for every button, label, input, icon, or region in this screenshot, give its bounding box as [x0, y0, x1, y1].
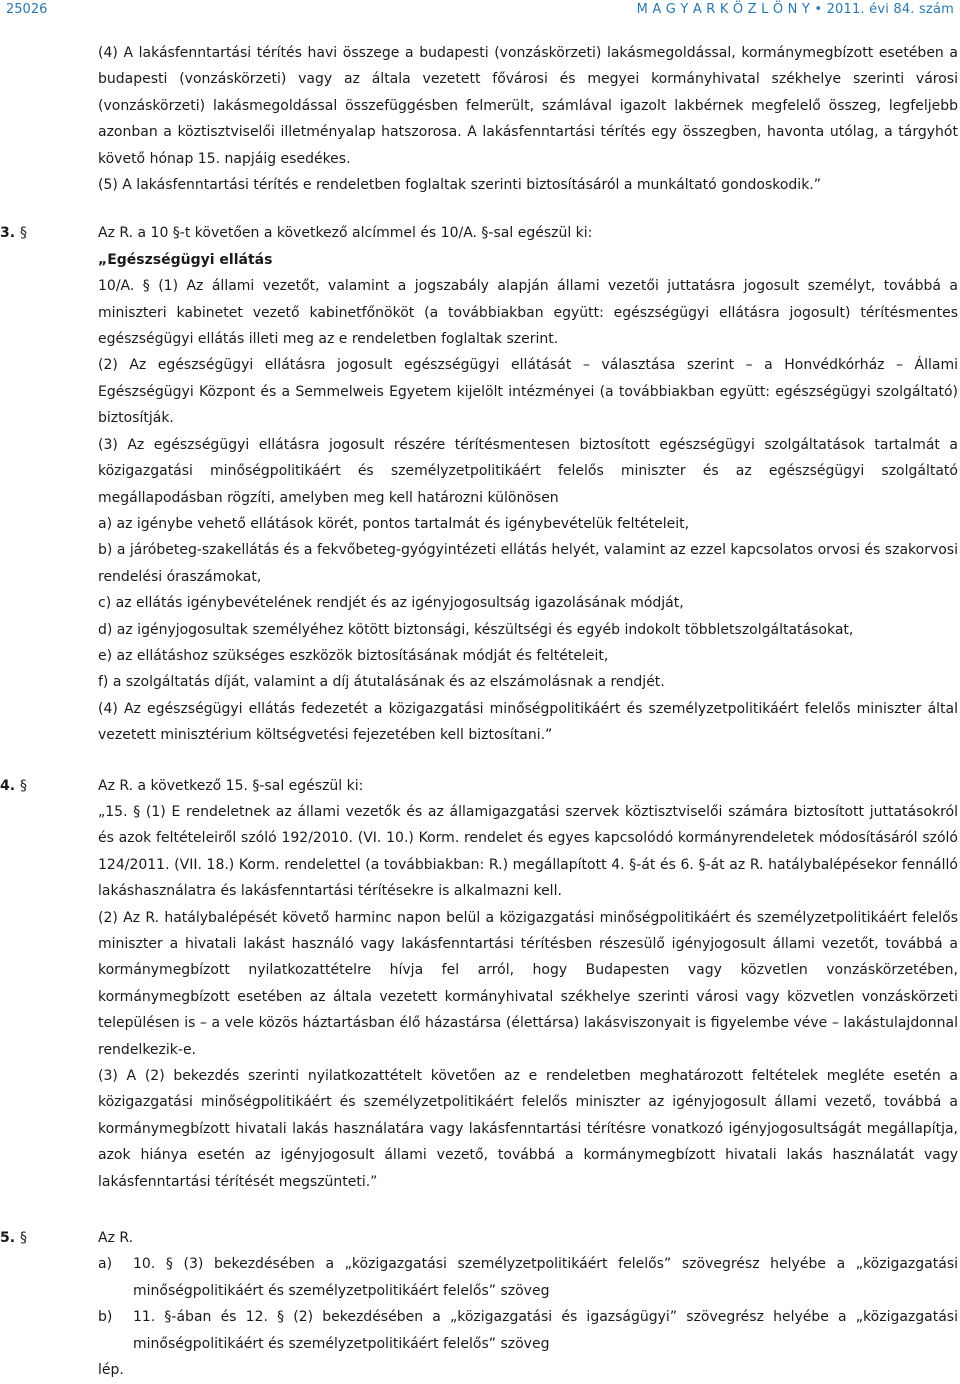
list-item: a) az igénybe vehető ellátások körét, pontos tartalmát és igénybevételük feltételeit, — [98, 515, 690, 532]
section-number: 5. — [0, 1230, 16, 1247]
list-item: d) az igényjogosultak személyéhez kötött biztonsági, készültségi és egyéb indokolt többletszolgáltatásokat, — [98, 621, 854, 638]
section-symbol: § — [20, 225, 27, 242]
list-item — [98, 1251, 958, 1304]
paragraph: 10/A. § (1) Az állami vezetőt, valamint a jogszabály alapján állami vezetői juttatásra jogosult személyt, továbbá a miniszteri kabinetet vezető kabinetfőnököt (a továbbiakban együtt: egészségügyi ellátásra jogosult) térítésmentes egészségügyi ellátás illeti meg az e rendeletben foglaltak szerint. — [98, 278, 958, 348]
item-label: b) — [98, 1309, 113, 1326]
paragraph: (2) Az R. hatálybalépését követő harminc napon belül a közigazgatási minőségpolitikáért és személyzetpolitikáért felelős miniszter a hivatali lakást használó vagy lakásfenntartási térítésben részesülő igényjogosult állami vezetőt, továbbá a kormánymegbízott nyilatkozattételre hívja fel arról, hogy Budapesten vagy közvetlen vonzáskörzetében, kormánymegbízott esetében az általa vezetett kormányhivatal székhelye szerinti városi vagy közvetlen vonzáskörzeti településen is – a vele közös háztartásban élő házastársa (élettársa) lakásviszonyait is figyelembe véve – lakástulajdonnal rendelkezik-e. — [98, 909, 958, 1058]
paragraph-5: (5) A lakásfenntartási térítés e rendeletben foglaltak szerinti biztosításáról a munkáltató gondoskodik.” — [98, 177, 822, 194]
subtitle: „Egészségügyi ellátás — [98, 251, 273, 268]
section-4 — [0, 773, 958, 1196]
list-item: c) az ellátás igénybevételének rendjét és az igényjogosultság igazolásának módját, — [98, 595, 684, 612]
item-text: 10. § (3) bekezdésében a „közigazgatási személyzetpolitikáért felelős” szövegrész helyébe a „közigazgatási minőségpolitikáért és személyzetpolitikáért felelős” szöveg — [133, 1256, 958, 1299]
list-item — [98, 1304, 958, 1357]
page-number: 25026 — [6, 2, 48, 17]
section-intro: Az R. a következő 15. §-sal egészül ki: — [98, 777, 364, 794]
item-text: 11. §-ában és 12. § (2) bekezdésében a „közigazgatási és igazságügyi” szövegrész helyébe a „közigazgatási minőségpolitikáért és személyzetpolitikáért felelős” szöveg — [133, 1309, 958, 1352]
section-number: 4. — [0, 777, 16, 794]
document-body — [0, 40, 958, 1384]
paragraph: „15. § (1) E rendeletnek az állami vezetők és az államigazgatási szervek köztisztviselői számára biztosított juttatásokról és azok feltételeiről szóló 192/2010. (VI. 10.) Korm. rendelet és egyes kapcsolódó kormányrendeletek módosításáról szóló 124/2011. (VII. 18.) Korm. rendelettel (a továbbiakban: R.) megállapított 4. §-át és 6. §-át az R. hatálybalépésekor fennálló lakáshasználatra és lakásfenntartási térítésekre is alkalmazni kell. — [98, 803, 958, 900]
list-item: f) a szolgáltatás díját, valamint a díj átutalásának és az elszámolásnak a rendjét. — [98, 674, 665, 691]
paragraph: (2) Az egészségügyi ellátásra jogosult egészségügyi ellátását – választása szerint – a Honvédkórház – Állami Egészségügyi Központ és a Semmelweis Egyetem kijelölt intézményei (a továbbiakban együtt: egészségügyi szolgáltató) biztosítják. — [98, 357, 958, 427]
closing-text: lép. — [98, 1362, 124, 1379]
section-intro: Az R. a 10 §-t követően a következő alcímmel és 10/A. §-sal egészül ki: — [98, 225, 593, 242]
item-label: a) — [98, 1256, 113, 1273]
page-header — [0, 0, 960, 22]
section-3 — [0, 220, 958, 748]
paragraph-4: (4) A lakásfenntartási térítés havi összege a budapesti (vonzáskörzeti) lakásmegoldással, kormánymegbízott esetében a budapesti (vonzáskörzeti) vagy az általa vezetett fővárosi és megyei kormányhivatal székhelye szerinti városi (vonzáskörzeti) lakásmegoldással összefüggésben felmerült, számlával igazolt lakbérnek megfelelő összeg, legfeljebb azonban a köztisztviselői illetményalap hatszorosa. A lakásfenntartási térítés egy összegben, havonta utólag, a tárgyhót követő hónap 15. napjáig esedékes. — [98, 45, 958, 167]
paragraph: (3) Az egészségügyi ellátásra jogosult részére térítésmentesen biztosított egészségügyi szolgáltatások tartalmát a közigazgatási minőségpolitikáért és személyzetpolitikáért felelős miniszter és az egészségügyi szolgáltató megállapodásban rögzíti, amelyben meg kell határozni különösen — [98, 436, 958, 506]
paragraph: (3) A (2) bekezdés szerinti nyilatkozattételt követően az e rendeletben meghatározott feltételek megléte esetén a közigazgatási minőségpolitikáért és személyzetpolitikáért felelős miniszter az igényjogosult állami vezető, továbbá a kormánymegbízott hivatali lakás használatára vagy lakásfenntartási térítésre vonatkozó igényjogosultságát megállapítja, azok hiánya esetén az igényjogosult állami vezető, továbbá a kormánymegbízott hivatali lakás használatát vagy lakásfenntartási térítését megszünteti.” — [98, 1068, 958, 1190]
section-symbol: § — [20, 777, 27, 794]
section-intro: Az R. — [98, 1230, 134, 1247]
publication-title: M A G Y A R K Ö Z L Ö N Y • 2011. évi 84. szám — [636, 2, 954, 17]
list-item: e) az ellátáshoz szükséges eszközök biztosításának módját és feltételeit, — [98, 647, 609, 664]
section-5 — [0, 1225, 958, 1383]
section-symbol: § — [20, 1230, 27, 1247]
list-item: b) a járóbeteg-szakellátás és a fekvőbeteg-gyógyintézeti ellátás helyét, valamint az ezzel kapcsolatos orvosi és szakorvosi rendelési óraszámokat, — [98, 542, 958, 585]
section-number: 3. — [0, 225, 16, 242]
paragraph: (4) Az egészségügyi ellátás fedezetét a közigazgatási minőségpolitikáért és személyzetpolitikáért felelős miniszter által vezetett minisztérium költségvetési fejezetében kell biztosítani.” — [98, 700, 958, 744]
